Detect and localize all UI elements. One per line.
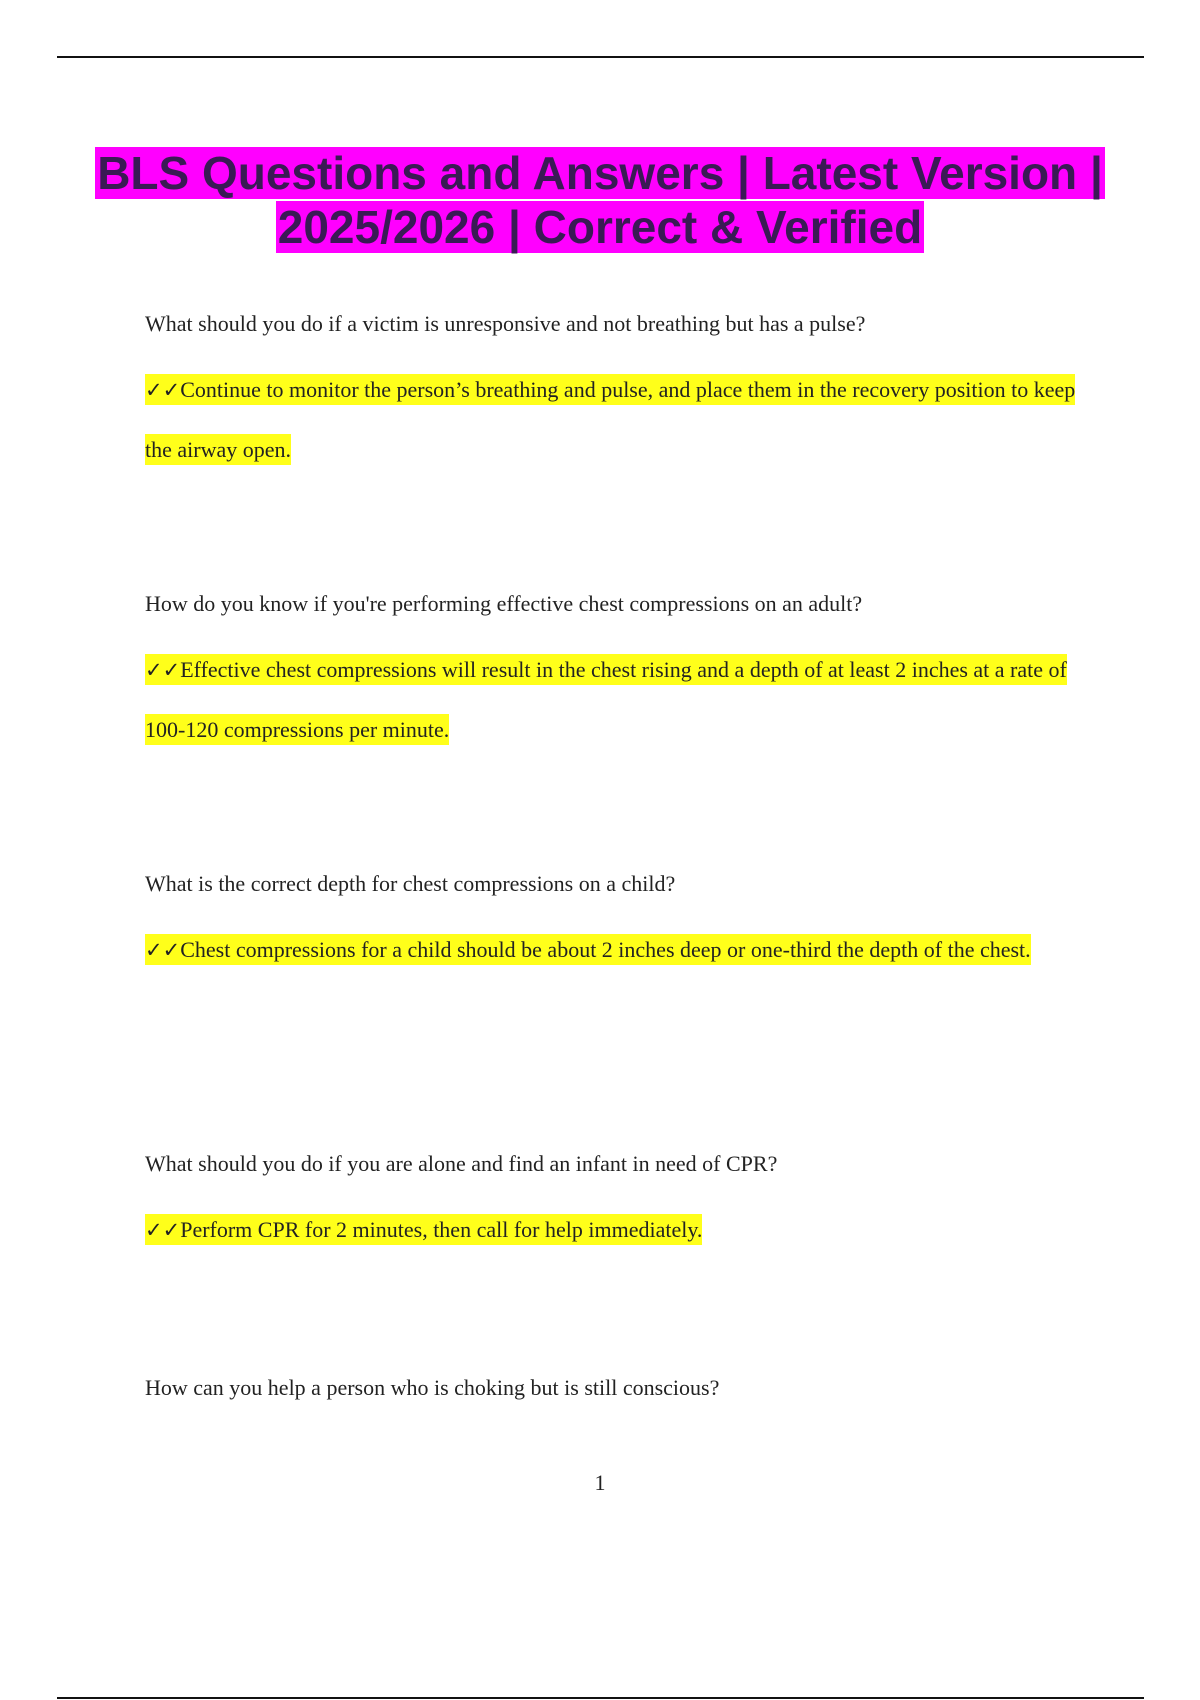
answer-4-highlight [145,1214,702,1245]
answer-1-text: Continue to monitor the person’s breathing and pulse, and place them in the recovery position to keep the airway open. [145,377,1076,462]
answer-1-highlight [145,374,1075,465]
top-rule [57,56,1144,58]
question-4: What should you do if you are alone and find an infant in need of CPR? [145,1151,778,1176]
qa-item-1 [145,310,1085,480]
question-2: How do you know if you're performing effective chest compressions on an adult? [145,591,863,616]
answer-2-highlight [145,654,1067,745]
answer-3 [145,920,1085,980]
document-title [0,146,1200,254]
title-text: BLS Questions and Answers | Latest Version | 2025/2026 | Correct & Verified [97,147,1103,253]
answer-1 [145,360,1085,480]
answer-4-text: Perform CPR for 2 minutes, then call for help immediately. [180,1217,703,1242]
answer-3-highlight [145,934,1031,965]
double-check-icon: ✓✓ [145,1218,181,1242]
question-5: How can you help a person who is choking but is still conscious? [145,1375,720,1400]
answer-3-text: Chest compressions for a child should be about 2 inches deep or one-third the depth of the chest. [180,937,1031,962]
answer-4 [145,1200,1085,1260]
bottom-rule [57,1697,1144,1699]
qa-item-5 [145,1374,1085,1402]
qa-item-3 [145,870,1085,980]
answer-2-text: Effective chest compressions will result in the chest rising and a depth of at least 2 inches at a rate of 100-120 compressions per minute. [145,657,1067,742]
question-3: What is the correct depth for chest compressions on a child? [145,871,676,896]
answer-2 [145,640,1085,760]
question-1: What should you do if a victim is unresponsive and not breathing but has a pulse? [145,311,866,336]
double-check-icon: ✓✓ [145,658,181,682]
qa-item-2 [145,590,1085,760]
page-number: 1 [594,1470,606,1495]
qa-item-4 [145,1150,1085,1260]
double-check-icon: ✓✓ [145,938,181,962]
double-check-icon: ✓✓ [145,378,181,402]
